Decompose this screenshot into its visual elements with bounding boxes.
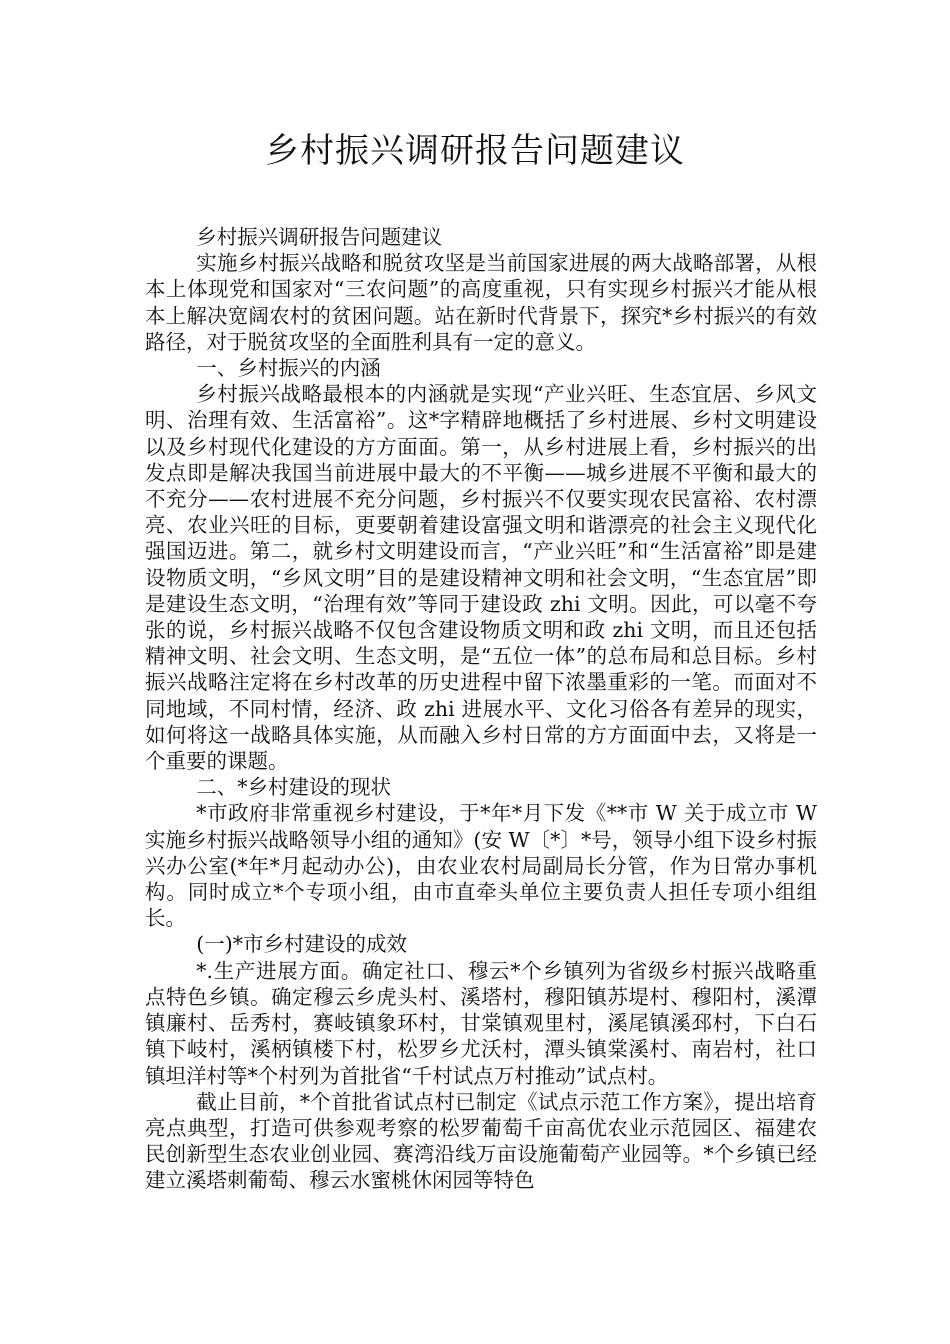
document-body: [145, 224, 817, 1194]
body-paragraph-connotation: 乡村振兴战略最根本的内涵就是实现“产业兴旺、生态宜居、乡风文明、治理有效、生活富裕”。这*字精辟地概括了乡村进展、乡村文明建设以及乡村现代化建设的方方面面。第一，从乡村进展上看，乡村振兴的出发点即是解决我国当前进展中最大的不平衡——城乡进展不平衡和最大的不充分——农村进展不充分问题，乡村振兴不仅要实现农民富裕、农村漂亮、农业兴旺的目标，更要朝着建设富强文明和谐漂亮的社会主义现代化强国迈进。第二，就乡村文明建设而言，“产业兴旺”和“生活富裕”即是建设物质文明，“乡风文明”目的是建设精神文明和社会文明，“生态宜居”即是建设生态文明，“治理有效”等同于建设政 zhi 文明。因此，可以毫不夸张的说，乡村振兴战略不仅包含建设物质文明和政 zhi 文明，而且还包括精神文明、社会文明、生态文明，是“五位一体”的总布局和总目标。乡村振兴战略注定将在乡村改革的历史进程中留下浓墨重彩的一笔。而面对不同地域，不同村情，经济、政 zhi 进展水平、文化习俗各有差异的现实，如何将这一战略具体实施，从而融入乡村日常的方方面面中去，又将是一个重要的课题。: [145, 382, 817, 774]
document-title: 乡村振兴调研报告问题建议: [265, 131, 685, 171]
body-paragraph-progress: 截止目前，*个首批省试点村已制定《试点示范工作方案》，提出培育亮点典型，打造可供参观考察的松罗葡萄千亩高优农业示范园区、福建农民创新型生态农业创业园、赛湾沿线万亩设施葡萄产业园等。*个乡镇已经建立溪塔刺葡萄、穆云水蜜桃休闲园等特色: [145, 1089, 817, 1193]
section-heading-2: 二、*乡村建设的现状: [196, 775, 391, 800]
body-paragraph-production: *.生产进展方面。确定社口、穆云*个乡镇列为省级乡村振兴战略重点特色乡镇。确定穆云乡虎头村、溪塔村，穆阳镇苏堤村、穆阳村，溪潭镇廉村、岳秀村，赛岐镇象环村，甘棠镇观里村，溪尾镇溪邳村，下白石镇下岐村，溪柄镇楼下村，松罗乡尤沃村，潭头镇棠溪村、南岩村，社口镇坦洋村等*个村列为首批省“千村试点万村推动”试点村。: [145, 958, 817, 1088]
body-paragraph-status: *市政府非常重视乡村建设，于*年*月下发《**市 W 关于成立市 W 实施乡村振兴战略领导小组的通知》(安 W〔*〕*号，领导小组下设乡村振兴办公室(*年*月起动办公)，由农业农村局副局长分管，作为日常办事机构。同时成立*个专项小组，由市直牵头单位主要负责人担任专项小组组长。: [145, 801, 817, 931]
body-paragraph-intro: 实施乡村振兴战略和脱贫攻坚是当前国家进展的两大战略部署，从根本上体现党和国家对“三农问题”的高度重视，只有实现乡村振兴才能从根本上解决宽阔农村的贫困问题。站在新时代背景下，探究*乡村振兴的有效路径，对于脱贫攻坚的全面胜利具有一定的意义。: [145, 251, 817, 354]
section-heading-1: 一、乡村振兴的内涵: [196, 356, 381, 381]
body-paragraph-subtitle: 乡村振兴调研报告问题建议: [196, 225, 443, 249]
subsection-heading-1: (一)*市乡村建设的成效: [196, 932, 407, 957]
